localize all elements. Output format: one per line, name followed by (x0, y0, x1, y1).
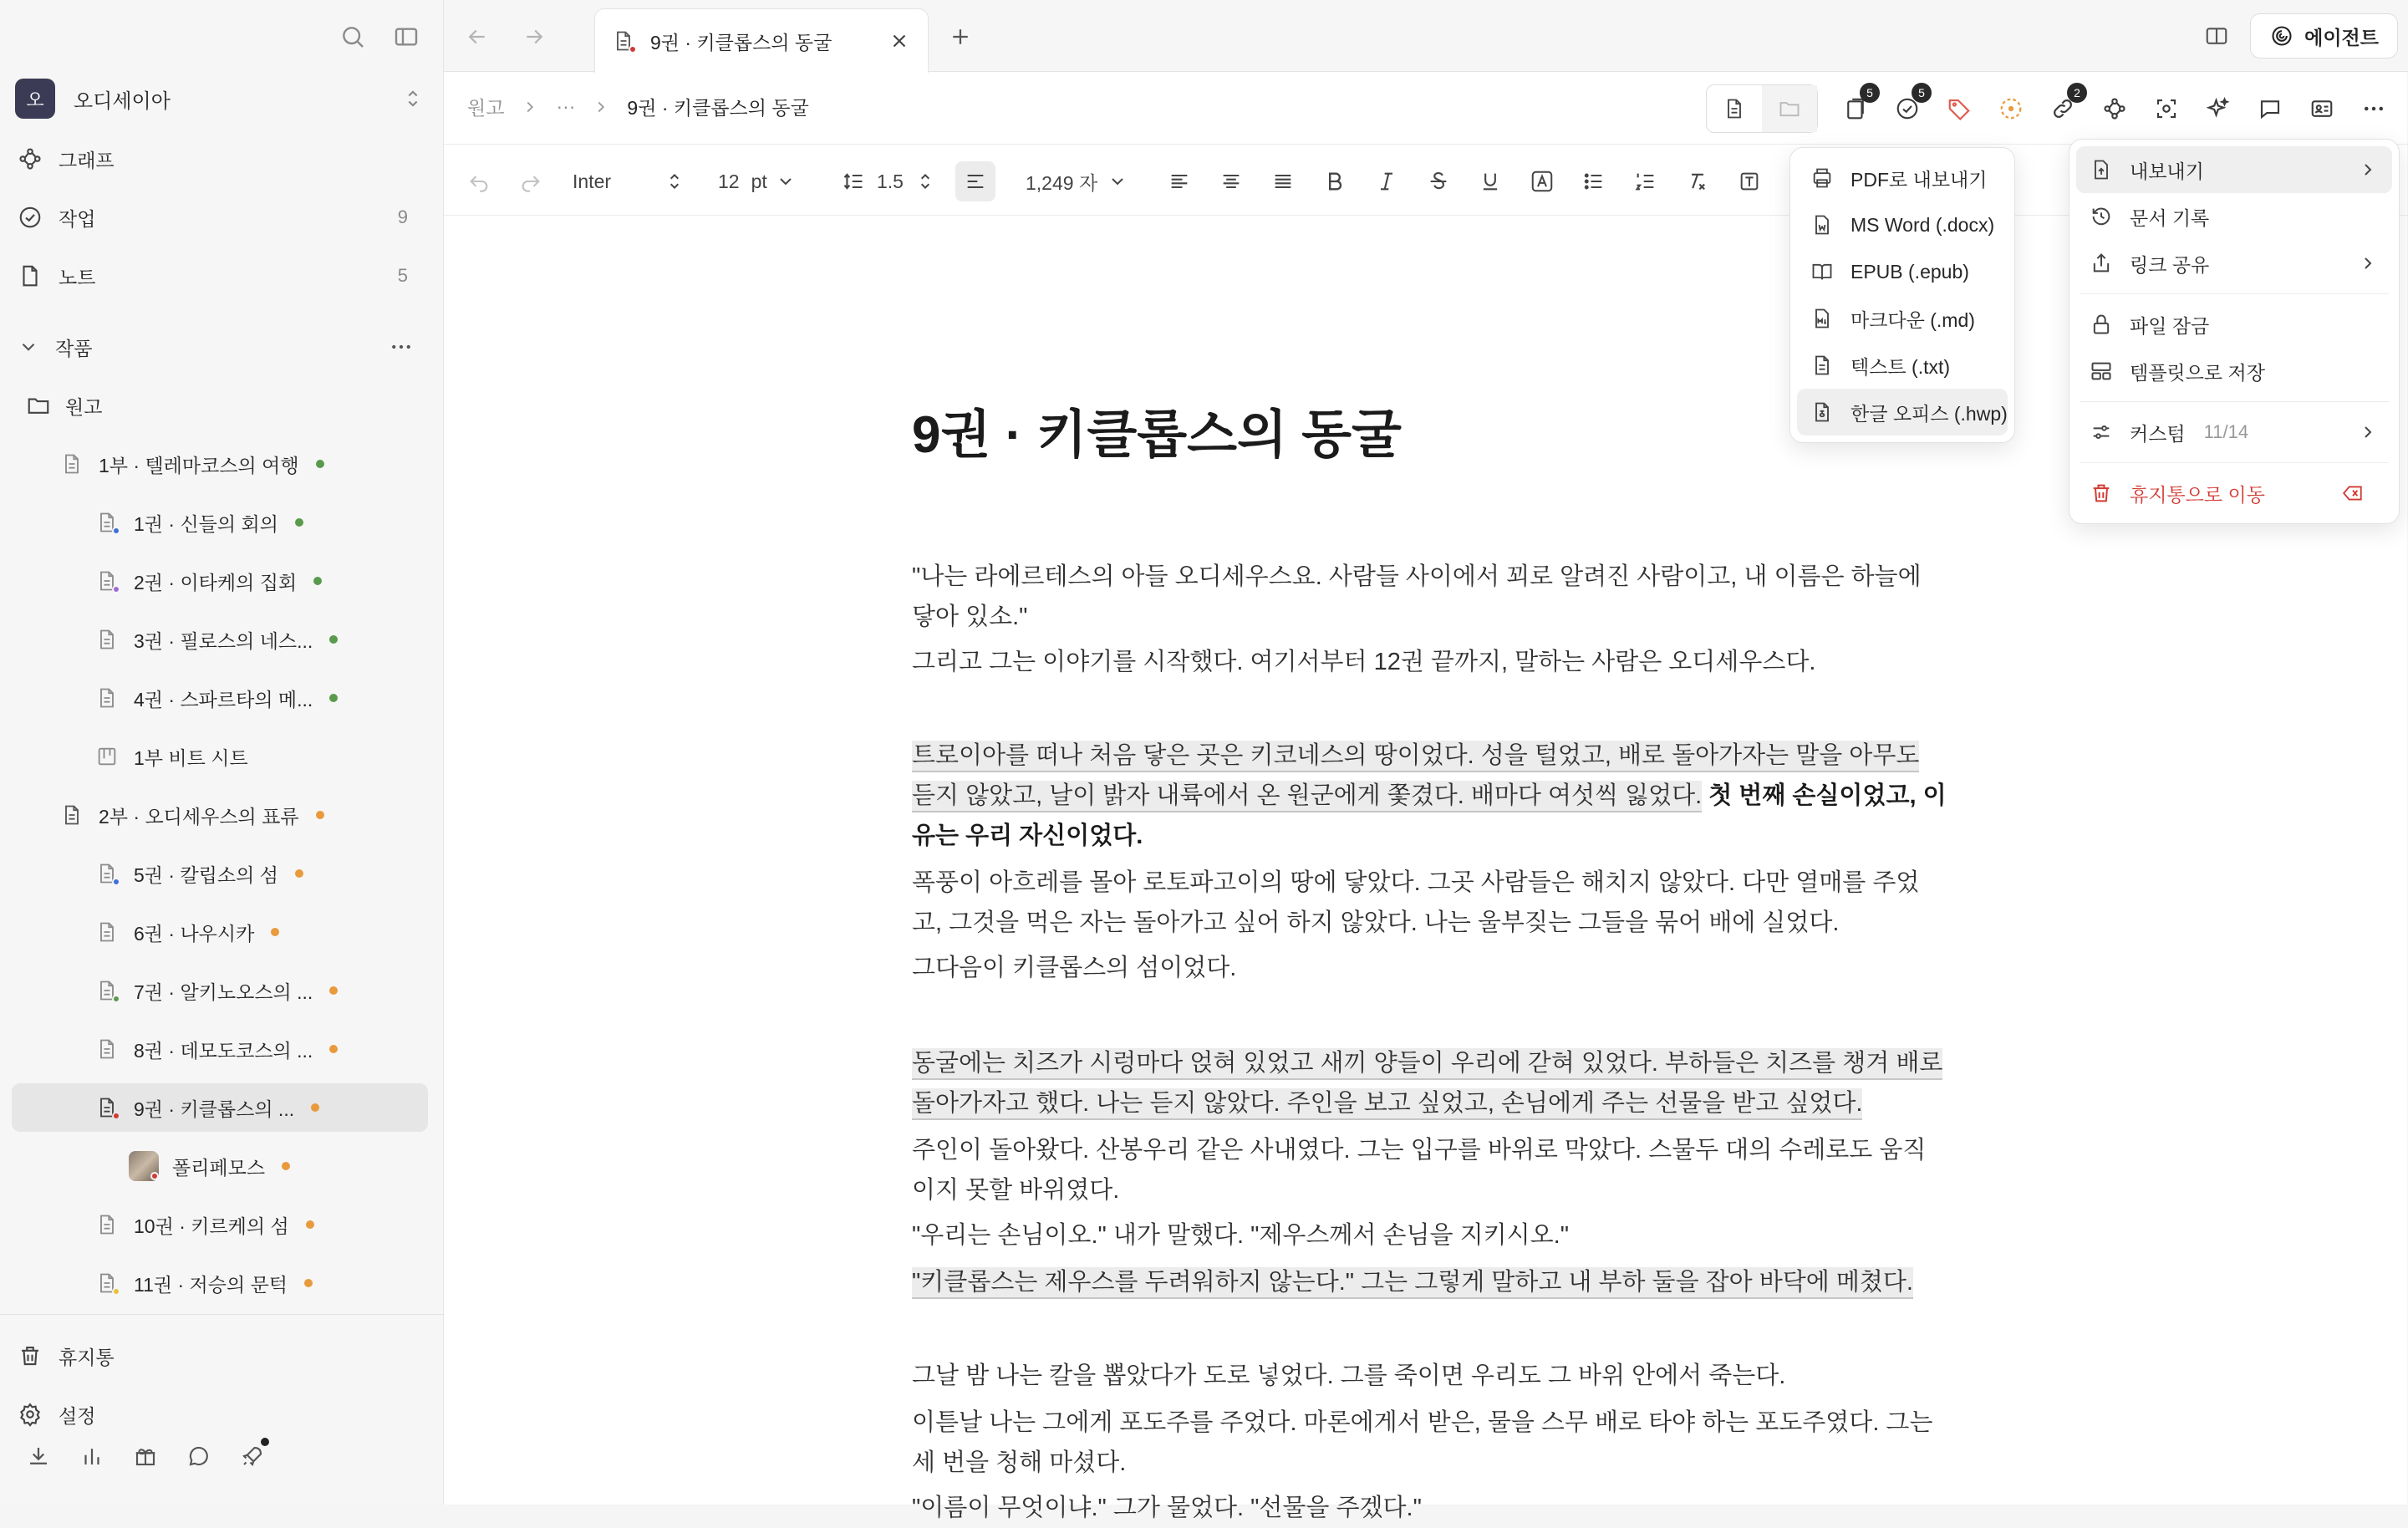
highlighted-text[interactable]: "키클롭스는 제우스를 두려워하지 않는다." 그는 그렇게 말하고 내 부하 둘을 잡아 바닥에 메쳤다. (912, 1267, 1913, 1299)
main-area (443, 0, 2407, 1521)
check-circle-icon (15, 202, 45, 232)
export-markdown[interactable] (1797, 295, 2008, 342)
menu-move-to-trash[interactable] (2076, 470, 2392, 517)
tree-label: 5권 · 칼립소의 섬 (134, 863, 278, 886)
redo-button[interactable] (516, 164, 546, 199)
delete-key-icon (2340, 481, 2365, 506)
status-dot (329, 635, 338, 644)
beat-sheet-icon (94, 743, 120, 770)
back-arrow-icon[interactable] (461, 20, 494, 53)
sparkle-ai-icon[interactable] (2201, 91, 2236, 126)
more-options-menu (2069, 139, 2400, 524)
menu-save-template[interactable] (2076, 348, 2392, 395)
gear-icon (15, 1399, 45, 1429)
section-works[interactable] (15, 326, 428, 368)
text-color-button[interactable] (1527, 164, 1557, 199)
nav-label: 노트 (59, 266, 96, 288)
tree-item-book7[interactable] (12, 966, 428, 1015)
breadcrumb (467, 93, 809, 120)
tab-bar (444, 0, 2408, 72)
sub-status-dot (112, 995, 120, 1003)
tree-label: 2권 · 이타케의 집회 (134, 571, 298, 593)
workspace-switcher[interactable] (15, 79, 428, 119)
nav-label: 휴지통 (59, 1346, 115, 1368)
nav-graph[interactable] (15, 135, 428, 182)
document-icon (94, 1270, 120, 1296)
sidebar-divider (0, 1314, 443, 1315)
export-epub[interactable] (1797, 248, 2008, 295)
tasks-badge: 5 (1912, 83, 1932, 103)
breadcrumb-root[interactable]: 원고 (467, 97, 505, 119)
document-icon (94, 626, 120, 653)
breadcrumb-ellipsis[interactable]: ··· (556, 95, 576, 117)
status-dot (295, 869, 303, 878)
tree-item-polyphemus[interactable] (12, 1142, 428, 1190)
template-icon (2088, 358, 2115, 385)
sidebar-toggle-icon[interactable] (389, 20, 423, 53)
tree-folder-manuscript[interactable] (12, 381, 428, 430)
menu-export[interactable] (2076, 146, 2392, 193)
bold-icon (1320, 166, 1350, 196)
paragraph-5[interactable]: 그다음이 키클롭스의 섬이었다. (912, 955, 1237, 981)
document-title[interactable]: 9권 · 키클롭스의 동굴 (912, 406, 1402, 464)
menu-label: 내보내기 (2130, 160, 2204, 182)
more-horizontal-icon[interactable] (2356, 91, 2391, 126)
trash-icon (15, 1341, 45, 1371)
document-header (444, 73, 2408, 145)
paragraph-10[interactable]: 그날 밤 나는 칼을 뽑았다가 도로 넣었다. 그를 죽이면 우리도 그 바위 안에서 죽는다. (912, 1362, 1786, 1389)
chevron-updown-icon (398, 84, 428, 114)
chat-icon[interactable] (184, 1441, 214, 1471)
char-count-select[interactable] (1026, 164, 1133, 199)
document-icon (94, 860, 120, 887)
pages-badge: 5 (1860, 83, 1880, 103)
align-justify-icon (1268, 166, 1298, 196)
split-panel-icon[interactable] (2200, 19, 2233, 53)
status-dot (316, 460, 324, 468)
chevron-right-icon (2355, 157, 2380, 182)
sidebar-bottom-bar (23, 1441, 267, 1471)
menu-label: 마크다운 (.md) (1851, 308, 1975, 331)
search-icon[interactable] (336, 20, 369, 53)
custom-count: 11/14 (2203, 421, 2249, 442)
book-open-icon (1809, 258, 1835, 285)
id-card-icon[interactable] (2304, 91, 2339, 126)
align-center-button[interactable] (1216, 164, 1246, 199)
tree-label: 1부 · 텔레마코스의 여행 (99, 454, 299, 476)
menu-label: 파일 잠금 (2130, 314, 2210, 337)
document-icon (94, 977, 120, 1004)
sub-status-dot (112, 527, 120, 535)
paragraph-6[interactable] (912, 1043, 1948, 1123)
history-icon (2088, 203, 2115, 230)
tree-item-book9[interactable] (12, 1083, 428, 1132)
undo-icon (464, 166, 494, 196)
status-dot (282, 1162, 290, 1170)
status-dot (311, 1103, 319, 1112)
line-height-value: 1.5 (877, 170, 904, 192)
align-left-icon (960, 166, 990, 196)
word-file-icon (1809, 211, 1835, 238)
export-hwp[interactable] (1797, 389, 2008, 435)
menu-label: EPUB (.epub) (1851, 260, 1969, 283)
workspace-name: 오디세이아 (74, 89, 171, 113)
export-file-icon (2088, 156, 2115, 183)
paragraph-4[interactable]: 폭풍이 아흐레를 몰아 로토파고이의 땅에 닿았다. 그곳 사람들은 해치지 않았다. 다만 열매를 주었고, 그것을 먹은 자는 돌아가고 싶어 하지 않았다. 나는 울부짖는 그들을 묶어 배에 실었다. (912, 869, 1920, 936)
line-height-icon (838, 166, 868, 196)
align-left-button[interactable] (955, 161, 995, 201)
italic-icon (1372, 166, 1402, 196)
tree-item-part1[interactable] (12, 440, 428, 488)
status-dot (295, 518, 303, 527)
char-count-value: 1,249 자 (1026, 171, 1098, 194)
agent-label: 에이전트 (2304, 26, 2379, 48)
menu-label: 휴지통으로 이동 (2130, 483, 2265, 506)
close-icon[interactable] (886, 28, 913, 54)
tab-bar-right (2200, 13, 2398, 59)
download-icon[interactable] (23, 1441, 53, 1471)
paragraph-7[interactable]: 주인이 돌아왔다. 산봉우리 같은 사내였다. 그는 입구를 바위로 막았다. 스물두 대의 수레로도 움직이지 못할 바위였다. (912, 1137, 1927, 1204)
tree-item-part2[interactable] (12, 791, 428, 839)
sub-status-dot (112, 585, 120, 593)
notification-dot (261, 1438, 269, 1446)
folder-icon (25, 392, 52, 419)
tree-item-book3[interactable] (12, 615, 428, 664)
bullet-list-icon (1579, 166, 1609, 196)
paragraph-12[interactable]: "이름이 무엇이냐." 그가 물었다. "선물을 주겠다." (912, 1495, 1422, 1521)
tree-item-book2[interactable] (12, 557, 428, 605)
nav-settings[interactable] (15, 1391, 428, 1438)
document-icon (610, 28, 637, 54)
character-thumbnail (129, 1151, 159, 1181)
clear-format-icon (1683, 166, 1713, 196)
text-color-icon (1527, 166, 1557, 196)
document-icon (94, 568, 120, 594)
menu-divider (2080, 293, 2389, 294)
comment-icon[interactable] (2253, 91, 2288, 126)
status-dot (313, 577, 322, 585)
nav-notes[interactable] (15, 252, 428, 299)
tree-item-book4[interactable] (12, 674, 428, 722)
nav-trash[interactable] (15, 1332, 428, 1379)
bullet-list-button[interactable] (1579, 164, 1609, 199)
document-icon (94, 919, 120, 945)
agent-button[interactable] (2250, 13, 2398, 59)
font-size-value: 12 (718, 170, 740, 192)
menu-divider (2080, 462, 2389, 463)
menu-label: MS Word (.docx) (1851, 213, 1995, 236)
menu-share-link[interactable] (2076, 240, 2392, 287)
menu-label: 커스텀 (2130, 422, 2186, 445)
link-icon[interactable] (2045, 86, 2080, 126)
chevron-down-icon[interactable] (15, 334, 42, 360)
tree-label: 7권 · 알키노오스의 ... (134, 980, 313, 1003)
tree-label: 8권 · 데모도코스의 ... (134, 1039, 313, 1062)
export-pdf[interactable] (1797, 155, 2008, 201)
chevron-updown-icon (659, 166, 690, 196)
tree-item-book11[interactable] (12, 1259, 428, 1307)
menu-label: 한글 오피스 (.hwp) (1851, 402, 2008, 425)
header-actions (1706, 84, 2391, 133)
status-dot (329, 1045, 338, 1053)
sub-status-dot (112, 1287, 120, 1296)
document-icon (59, 451, 85, 477)
paragraph-11[interactable]: 이튿날 나는 그에게 포도주를 주었다. 마론에게서 받은, 물을 스무 배로 타야 하는 포도주였다. 그는 세 번을 청해 마셨다. (912, 1409, 1933, 1476)
bold-text[interactable]: 첫 번째 손실이었고, 이유는 우리 자신이었다. (912, 782, 1947, 849)
tree-item-book1[interactable] (12, 498, 428, 547)
menu-label: 텍스트 (.txt) (1851, 355, 1951, 378)
align-justify-button[interactable] (1268, 164, 1298, 199)
nav-label: 작업 (59, 207, 96, 230)
chevron-right-icon (588, 94, 613, 120)
sub-status-dot (112, 1112, 120, 1120)
export-submenu (1789, 147, 2015, 443)
tab-active-document[interactable] (594, 8, 929, 73)
sidebar-top-actions (336, 20, 423, 53)
menu-label: PDF로 내보내기 (1851, 168, 1988, 191)
sliders-icon (2088, 419, 2115, 446)
breadcrumb-current: 9권 · 키클롭스의 동굴 (627, 97, 809, 119)
chevron-updown-icon (910, 166, 940, 196)
workspace-avatar: 오 (15, 79, 55, 119)
document-icon (94, 1211, 120, 1238)
tree-label: 6권 · 나우시카 (134, 922, 255, 945)
focus-scan-icon[interactable] (2149, 91, 2184, 126)
underline-button[interactable] (1475, 164, 1505, 199)
menu-label: 링크 공유 (2130, 253, 2210, 276)
tree-label: 3권 · 필로스의 네스... (134, 629, 313, 652)
menu-history[interactable] (2076, 193, 2392, 240)
nav-tasks[interactable] (15, 194, 428, 241)
forward-arrow-icon[interactable] (517, 20, 551, 53)
view-mode-toggle (1706, 84, 1818, 133)
pdf-file-icon (1809, 165, 1835, 191)
numbered-list-icon (1631, 166, 1661, 196)
status-dot (329, 694, 338, 702)
sub-status-dot (150, 1172, 159, 1180)
more-horizontal-icon[interactable] (384, 334, 418, 360)
tree-item-book8[interactable] (12, 1025, 428, 1073)
bold-button[interactable] (1320, 164, 1350, 199)
document-icon (94, 1036, 120, 1062)
font-family-value: Inter (573, 170, 612, 192)
tasks-check-icon[interactable] (1890, 86, 1925, 126)
status-dot (271, 928, 279, 936)
tree-item-book6[interactable] (12, 908, 428, 956)
export-txt[interactable] (1797, 342, 2008, 389)
graph-icon (15, 144, 45, 174)
lock-icon (2088, 311, 2115, 338)
strikethrough-button[interactable] (1423, 164, 1453, 199)
stats-icon[interactable] (77, 1441, 107, 1471)
status-dot (316, 811, 324, 819)
tree-label: 원고 (65, 395, 103, 418)
menu-custom[interactable] (2076, 409, 2392, 456)
font-size-select[interactable] (718, 164, 801, 199)
status-dot (329, 986, 338, 995)
gift-icon[interactable] (130, 1441, 160, 1471)
tree-item-book5[interactable] (12, 849, 428, 898)
text-file-icon (1809, 352, 1835, 379)
document-icon (94, 1094, 120, 1121)
chevron-right-icon (2355, 420, 2380, 445)
redo-icon (516, 166, 546, 196)
chevron-right-icon (2355, 251, 2380, 276)
paragraph-3[interactable] (912, 736, 1948, 856)
undo-button[interactable] (464, 164, 494, 199)
new-tab-plus-icon[interactable] (944, 20, 977, 53)
chevron-down-icon (1102, 166, 1133, 196)
font-size-unit: pt (751, 170, 767, 192)
menu-divider (2080, 401, 2389, 402)
tree-item-beatsheet[interactable] (12, 732, 428, 781)
trash-icon (2088, 480, 2115, 507)
graph-icon[interactable] (2097, 91, 2132, 126)
menu-lock-file[interactable] (2076, 301, 2392, 348)
sub-status-dot (112, 878, 120, 886)
tree-label: 9권 · 키클롭스의 ... (134, 1098, 295, 1120)
status-dot (304, 1279, 313, 1287)
text-box-icon (1734, 166, 1764, 196)
font-family-select[interactable] (573, 164, 690, 199)
document-icon (94, 509, 120, 536)
tree-label: 1부 비트 시트 (134, 746, 248, 769)
links-badge: 2 (2067, 83, 2087, 103)
nav-label: 그래프 (59, 149, 115, 171)
tree-label: 2부 · 오디세우스의 표류 (99, 805, 299, 828)
text-align-left-icon (1164, 166, 1194, 196)
pages-icon[interactable] (1838, 86, 1873, 126)
document-view-icon[interactable] (1707, 85, 1762, 132)
italic-button[interactable] (1372, 164, 1402, 199)
text-box-button[interactable] (1734, 164, 1764, 199)
paragraph-9[interactable] (912, 1262, 1948, 1302)
document-icon (59, 802, 85, 828)
tree-label: 폴리페모스 (172, 1156, 266, 1179)
export-docx[interactable] (1797, 201, 2008, 248)
nav-count: 9 (397, 206, 408, 227)
tree-label: 11권 · 저승의 문턱 (134, 1273, 288, 1296)
status-dashed-circle-icon[interactable] (1993, 91, 2029, 126)
tree-label: 4권 · 스파르타의 메... (134, 688, 313, 711)
paragraph-2[interactable]: 그리고 그는 이야기를 시작했다. 여기서부터 12권 끝까지, 말하는 사람은 오디세우스다. (912, 649, 1816, 675)
underline-icon (1475, 166, 1505, 196)
nav-label: 설정 (59, 1404, 96, 1427)
folder-view-icon[interactable] (1762, 85, 1817, 132)
line-height-select[interactable] (838, 164, 940, 199)
menu-label: 템플릿으로 저장 (2130, 361, 2265, 384)
tree-label: 1권 · 신들의 회의 (134, 512, 278, 535)
nav-count: 5 (397, 265, 408, 286)
document-icon (94, 685, 120, 711)
strikethrough-icon (1423, 166, 1453, 196)
chevron-right-icon (517, 94, 542, 120)
paragraph-1[interactable]: "나는 라에르테스의 아들 오디세우스요. 사람들 사이에서 꾀로 알려진 사람이고, 내 이름은 하늘에 닿아 있소." (912, 563, 1922, 630)
sub-status-dot (629, 45, 637, 53)
status-dot (306, 1220, 314, 1229)
paragraph-8[interactable]: "우리는 손님이오." 내가 말했다. "제우스께서 손님을 지키시오." (912, 1222, 1570, 1249)
sidebar (0, 0, 443, 1505)
tree-item-book10[interactable] (12, 1200, 428, 1249)
note-icon (15, 261, 45, 291)
hwp-file-icon (1809, 399, 1835, 425)
tag-icon[interactable] (1942, 91, 1977, 126)
tab-title: 9권 · 키클롭스의 동굴 (650, 31, 832, 53)
markdown-file-icon (1809, 305, 1835, 332)
menu-label: 문서 기록 (2130, 206, 2210, 229)
align-left-text-button[interactable] (1164, 164, 1194, 199)
tree-label: 10권 · 키르케의 섬 (134, 1215, 289, 1237)
section-label: 작품 (55, 337, 93, 359)
rocket-icon[interactable] (237, 1441, 267, 1471)
highlighted-text[interactable]: 트로이아를 떠나 처음 닿은 곳은 키코네스의 땅이었다. 성을 털었고, 배로 돌아가자는 말을 아무도 듣지 않았고, 날이 밝자 내륙에서 온 원군에게 쫓겼다. 배마다 여섯씩 잃었다. (912, 741, 1919, 812)
clear-format-button[interactable] (1683, 164, 1713, 199)
share-icon (2088, 250, 2115, 277)
numbered-list-button[interactable] (1631, 164, 1661, 199)
chevron-down-icon (771, 166, 801, 196)
agent-spiral-icon (2269, 23, 2294, 48)
highlighted-text[interactable]: 동굴에는 치즈가 시렁마다 얹혀 있었고 새끼 양들이 우리에 갇혀 있었다. 부하들은 치즈를 챙겨 배로 돌아가자고 했다. 나는 듣지 않았다. 주인을 보고 싶었고, 손님에게 주는 선물을 받고 싶었다. (912, 1048, 1942, 1120)
align-center-icon (1216, 166, 1246, 196)
